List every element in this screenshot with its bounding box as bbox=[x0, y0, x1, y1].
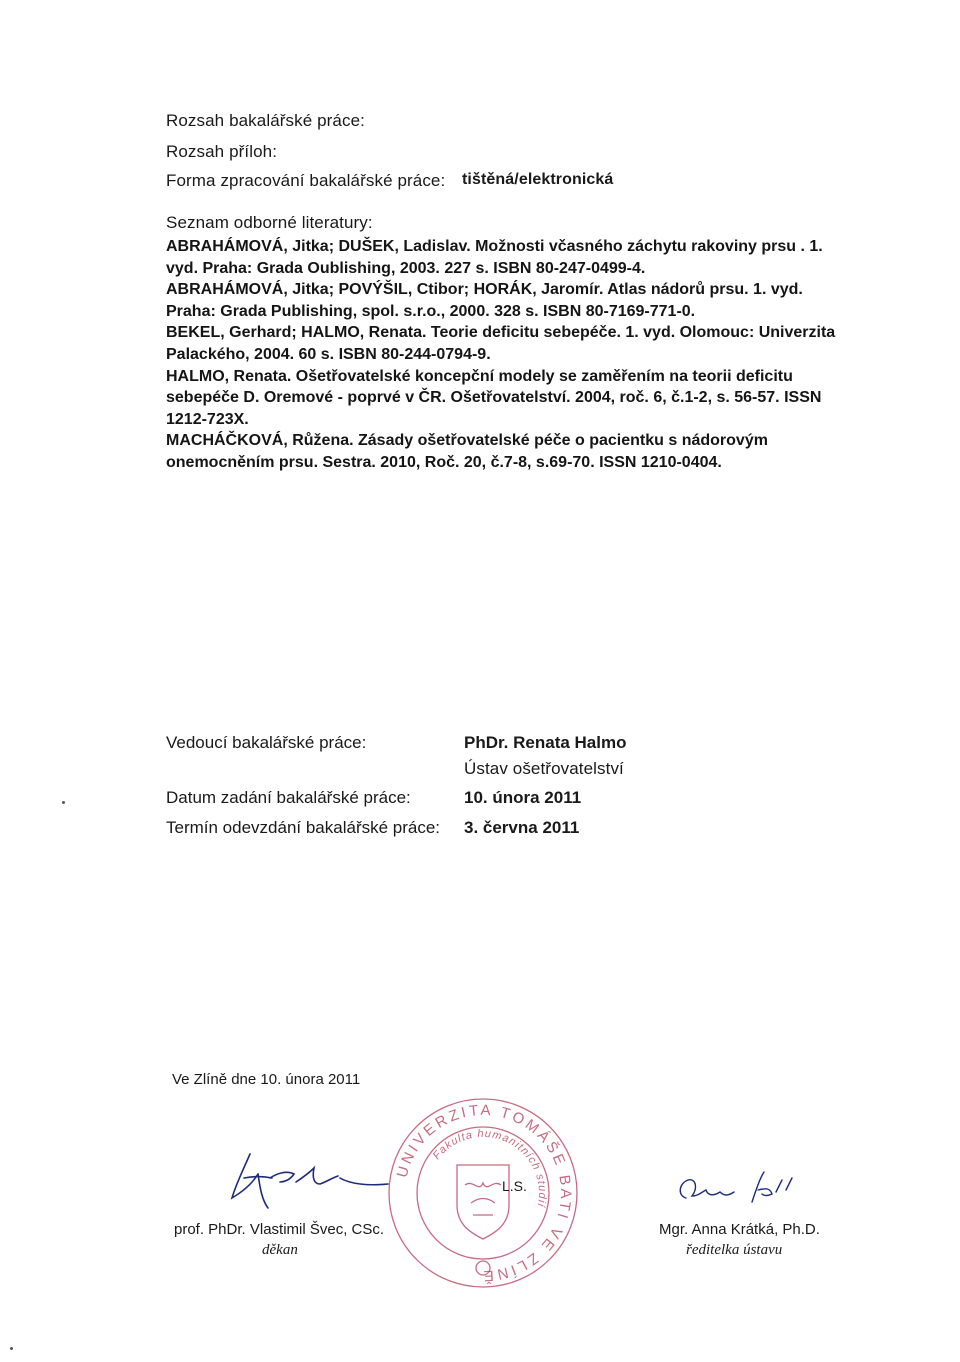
svg-text:Fakulta humanitních studií bbox=[431, 1128, 548, 1209]
forma-value: tištěná/elektronická bbox=[462, 171, 614, 188]
ls-mark: L.S. bbox=[502, 1178, 527, 1194]
forma-label: Forma zpracování bakalářské práce: bbox=[166, 171, 446, 190]
scan-speck bbox=[10, 1347, 13, 1350]
literature-list bbox=[166, 236, 856, 474]
dean-role: děkan bbox=[262, 1242, 298, 1258]
seznam-literatury-label: Seznam odborné literatury: bbox=[166, 213, 373, 232]
termin-odevzdani-value: 3. června 2011 bbox=[464, 818, 580, 837]
director-signature bbox=[672, 1166, 802, 1210]
datum-zadani-value: 10. února 2011 bbox=[464, 788, 582, 807]
stamp-inner-text: Fakulta humanitních studií bbox=[430, 1127, 549, 1209]
datum-zadani-label: Datum zadání bakalářské práce: bbox=[166, 788, 411, 807]
termin-odevzdani-label: Termín odevzdání bakalářské práce: bbox=[166, 818, 441, 837]
literature-item: MACHÁČKOVÁ, Růžena. Zásady ošetřovatelské péče o pacientku s nádorovým onemocněním prsu. Sestra. 2010, Roč. 20, č.7-8, s.69-70. ISSN 1210-0404. bbox=[166, 432, 768, 471]
scan-speck bbox=[62, 801, 65, 804]
vedouci-ustav: Ústav ošetřovatelství bbox=[464, 759, 624, 778]
vedouci-name: PhDr. Renata Halmo bbox=[464, 733, 627, 752]
rozsah-prace-label: Rozsah bakalářské práce: bbox=[166, 111, 365, 130]
rozsah-priloh-label: Rozsah příloh: bbox=[166, 142, 278, 161]
literature-item: ABRAHÁMOVÁ, Jitka; POVÝŠIL, Ctibor; HORÁK, Jaromír. Atlas nádorů prsu. 1. vyd. Praha: Grada Publishing, spol. s.r.o., 2000. 328 s. ISBN 80-7169-771-0. bbox=[166, 281, 803, 320]
director-name: Mgr. Anna Krátká, Ph.D. bbox=[659, 1221, 820, 1238]
director-role: ředitelka ústavu bbox=[686, 1242, 783, 1258]
vedouci-label: Vedoucí bakalářské práce: bbox=[166, 733, 367, 752]
official-stamp bbox=[383, 1093, 583, 1293]
stamp-outer-text: UNIVERZITA TOMÁŠE BATI VE ZLÍNĚ bbox=[393, 1101, 575, 1285]
literature-item: HALMO, Renata. Ošetřovatelské koncepční modely se zaměřením na teorii deficitu sebepéče D. Oremové - poprvé v ČR. Ošetřovatelství. 2004, roč. 6, č.1-2, s. 56-57. ISSN 1212-723X. bbox=[166, 367, 822, 428]
literature-item: BEKEL, Gerhard; HALMO, Renata. Teorie deficitu sebepéče. 1. vyd. Olomouc: Univerzita Palackého, 2004. 60 s. ISBN 80-244-0794-9. bbox=[166, 324, 836, 363]
stamp-seal-icon bbox=[383, 1093, 583, 1293]
dean-name: prof. PhDr. Vlastimil Švec, CSc. bbox=[174, 1221, 385, 1238]
place-date: Ve Zlíně dne 10. února 2011 bbox=[172, 1071, 361, 1088]
dean-signature bbox=[228, 1148, 398, 1214]
literature-item: ABRAHÁMOVÁ, Jitka; DUŠEK, Ladislav. Možnosti včasného záchytu rakoviny prsu . 1. vyd. Praha: Grada Oublishing, 2003. 227 s. ISBN 80-247-0499-4. bbox=[166, 238, 823, 277]
